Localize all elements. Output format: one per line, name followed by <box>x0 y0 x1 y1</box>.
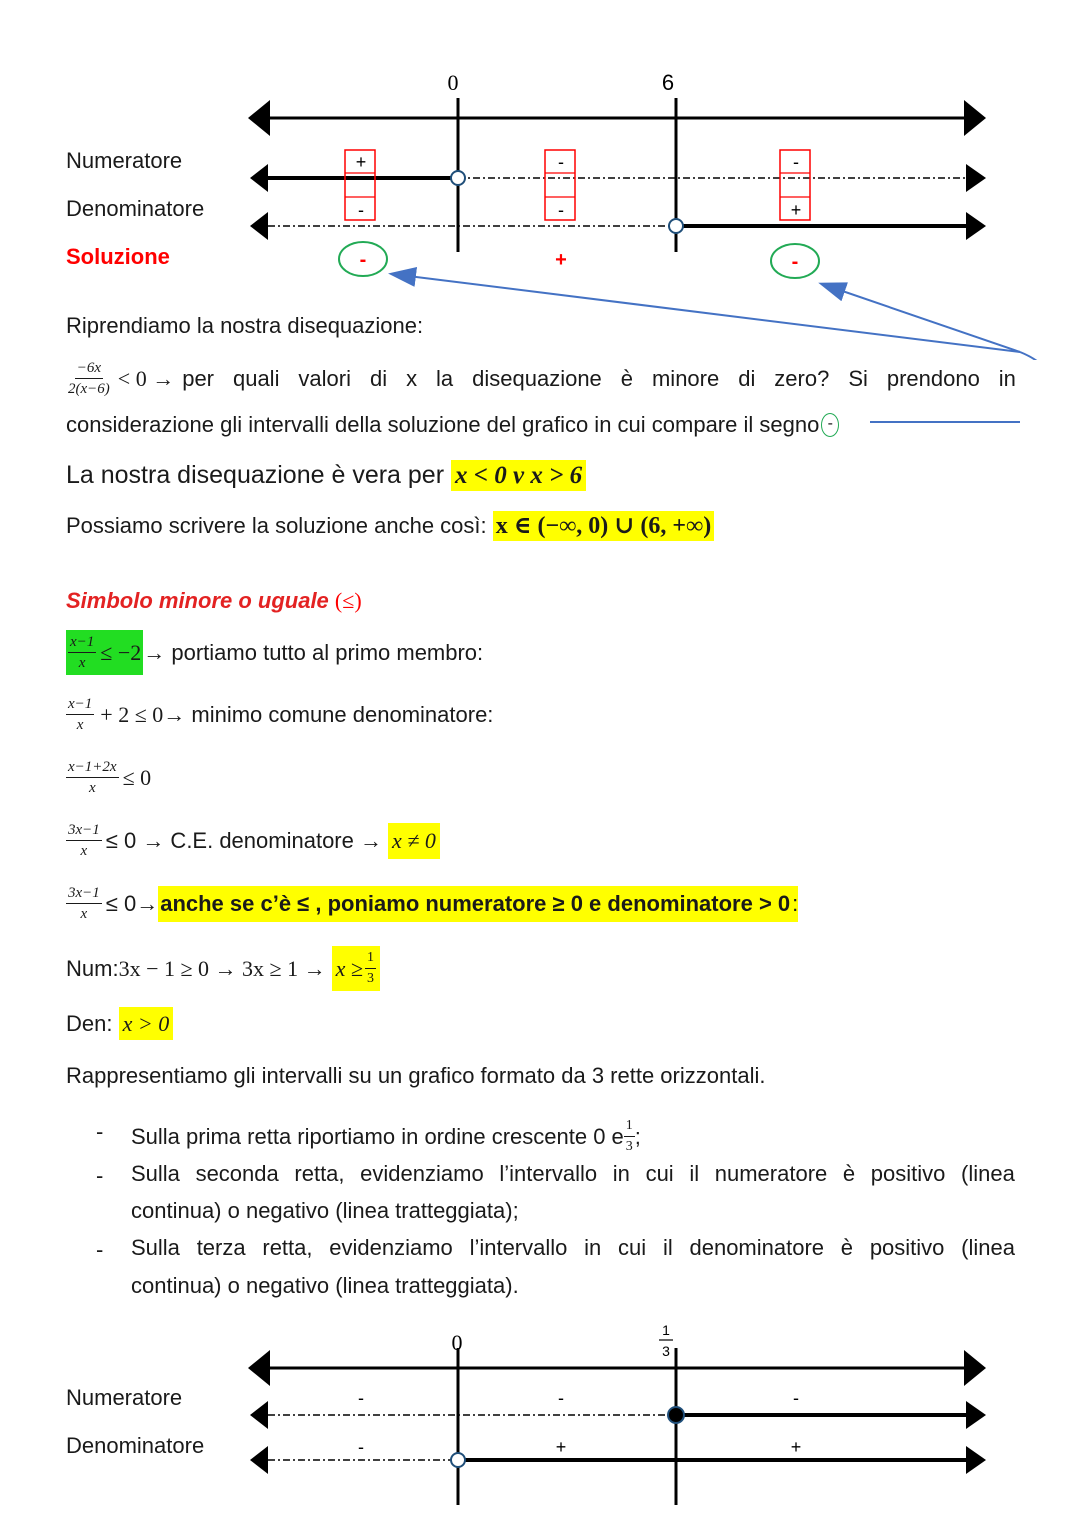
bullet-3-word-11: (linea <box>961 1235 1015 1260</box>
bullet-3-word-8: denominatore <box>689 1235 825 1260</box>
axis2-label-den: 3 <box>662 1343 670 1359</box>
pointer-arrow-2 <box>822 284 1020 352</box>
question-word-0: per <box>182 365 214 391</box>
svg-text:-: - <box>358 1437 364 1457</box>
axis2-label-num: 1 <box>662 1322 670 1338</box>
bullet-2-word-0: Sulla <box>131 1161 180 1186</box>
step-1: $\frac{x-1}{x}$ ≤ −2 → portiamo tutto al primo membro: <box>66 630 483 675</box>
question-word-4: x <box>406 365 418 391</box>
row-label-numerator-2: Numeratore <box>66 1385 183 1410</box>
bullet-3-word-6: cui <box>618 1235 647 1260</box>
bullet-2-word-5: in <box>612 1161 630 1186</box>
question-word-9: di <box>738 365 756 391</box>
sol-sign-2: + <box>555 249 567 271</box>
question-word-10: zero? <box>774 365 830 391</box>
num-condition: Num: 3x − 1 ≥ 0 → 3x ≥ 1 → x ≥ $\frac{1}{3}$ <box>66 946 380 991</box>
sign-chart-2-svg <box>0 1320 1080 1520</box>
bullet-3-word-4: l’intervallo <box>469 1235 568 1260</box>
num-sign-3: - <box>793 152 799 172</box>
svg-text:+: + <box>555 1437 567 1457</box>
step-5: $\frac{3x-1}{x}$ ≤ 0→ anche se c’è ≤ , poniamo numeratore ≥ 0 e denominatore > 0 : <box>68 885 799 922</box>
step-4: $\frac{3x-1}{x}$ ≤ 0 → C.E. denominatore → x ≠ 0 <box>66 820 440 861</box>
question-word-13: in <box>998 365 1016 391</box>
row-label-denominator: Denominatore <box>66 196 205 221</box>
intro-text: Riprendiamo la nostra disequazione: <box>66 313 424 338</box>
step-2: $\frac{x-1}{x}$ + 2 ≤ 0 → minimo comune denominatore: <box>68 696 494 733</box>
pointer-arrow-1 <box>392 274 1020 352</box>
row-label-solution: Soluzione <box>66 244 170 269</box>
axis-label-0: 0 <box>447 70 459 95</box>
pointer-line <box>870 418 1030 428</box>
bullet-3-word-9: è <box>840 1235 854 1260</box>
closed-point <box>668 1407 684 1423</box>
question-word-3: di <box>369 365 388 391</box>
bullet-3-word-5: in <box>584 1235 602 1260</box>
den-sign-2: - <box>558 200 564 220</box>
sign-circle: - <box>821 413 839 437</box>
row-label-denominator-2: Denominatore <box>66 1433 205 1458</box>
bullet-2-word-3: evidenziamo <box>360 1161 484 1186</box>
num-sign-1: + <box>355 152 367 172</box>
bullet-2-word-4: l’intervallo <box>499 1161 598 1186</box>
bullet-2-word-11: (linea <box>961 1161 1015 1186</box>
alt-highlight: x ∈ (−∞, 0) ∪ (6, +∞) <box>493 511 714 541</box>
question-word-1: quali <box>232 365 280 391</box>
question-word-2: valori <box>298 365 351 391</box>
num-sign-2: - <box>558 152 564 172</box>
inequality-line <box>66 358 1016 399</box>
bullet-2-word-2: retta, <box>294 1161 345 1186</box>
question-word-11: Si <box>848 365 868 391</box>
bullet-2-word-9: è <box>842 1161 856 1186</box>
open-point <box>451 1453 465 1467</box>
bullet-2-word-1: seconda <box>195 1161 279 1186</box>
bullet-3-word-1: terza <box>196 1235 246 1260</box>
den-condition: Den: x > 0 <box>66 1010 173 1038</box>
bullet-2-word-10: positivo <box>870 1161 946 1186</box>
question-word-12: prendono <box>886 365 980 391</box>
den-open-point <box>669 219 683 233</box>
bullet-3-word-10: positivo <box>869 1235 945 1260</box>
bullet-3-word-7: il <box>662 1235 673 1260</box>
alt-solution-line: Possiamo scrivere la soluzione anche così: x ∈ (−∞, 0) ∪ (6, +∞) <box>66 512 714 540</box>
axis-left-arrow <box>248 100 270 136</box>
represent-text: Rappresentiamo gli intervalli su un grafico formato da 3 rette orizzontali. <box>66 1063 766 1088</box>
num-open-point <box>451 171 465 185</box>
question-word-6: disequazione <box>472 365 602 391</box>
bullet-3-word-2: retta, <box>262 1235 313 1260</box>
bullet-2-word-8: numeratore <box>714 1161 828 1186</box>
axis2-label-0: 0 <box>451 1330 463 1355</box>
question-text <box>182 365 1016 393</box>
question-word-5: la <box>436 365 454 391</box>
fraction-1: $\frac{-6x}{2(x-6)}$ <box>68 360 110 397</box>
den-sign-3: + <box>790 200 802 220</box>
bullet-2-line-2: continua) o negativo (linea tratteggiata); <box>131 1198 519 1223</box>
bullet-2-word-6: cui <box>645 1161 674 1186</box>
sol-sign-3: - <box>791 251 799 273</box>
svg-text:-: - <box>358 1388 364 1408</box>
step-3: $\frac{x-1+2x}{x}$ ≤ 0 <box>68 759 152 796</box>
row-label-numerator: Numeratore <box>66 148 183 173</box>
den-sign-1: - <box>358 200 364 220</box>
bullet-1: Sulla prima retta riportiamo in ordine crescente 0 e $\frac{1}{3}$ ; <box>131 1118 641 1154</box>
bullet-3-line-1 <box>131 1234 1015 1262</box>
pointer-curve <box>1020 352 1056 360</box>
relation: < 0 → <box>117 365 175 391</box>
axis-right-arrow <box>964 100 986 136</box>
question-word-8: minore <box>651 365 720 391</box>
bullet-3-word-0: Sulla <box>131 1235 180 1260</box>
sol-sign-1: - <box>359 249 367 271</box>
question-word-7: è <box>620 365 634 391</box>
result-line: La nostra disequazione è vera per x < 0 v x > 6 <box>66 459 586 492</box>
bullet-3-line-2: continua) o negativo (linea tratteggiata). <box>131 1273 519 1298</box>
axis-label-6: 6 <box>661 70 675 95</box>
bullet-2-line-1 <box>131 1160 1015 1188</box>
result-highlight: x < 0 v x > 6 <box>451 460 586 491</box>
section-title: Simbolo minore o uguale (≤) <box>66 588 362 613</box>
svg-text:-: - <box>558 1388 564 1408</box>
bullet-3-word-3: evidenziamo <box>329 1235 453 1260</box>
svg-text:+: + <box>790 1437 802 1457</box>
question-line-2: considerazione gli intervalli della soluzione del grafico in cui compare il segno - <box>66 411 839 439</box>
bullet-2-word-7: il <box>689 1161 700 1186</box>
svg-text:-: - <box>793 1388 799 1408</box>
